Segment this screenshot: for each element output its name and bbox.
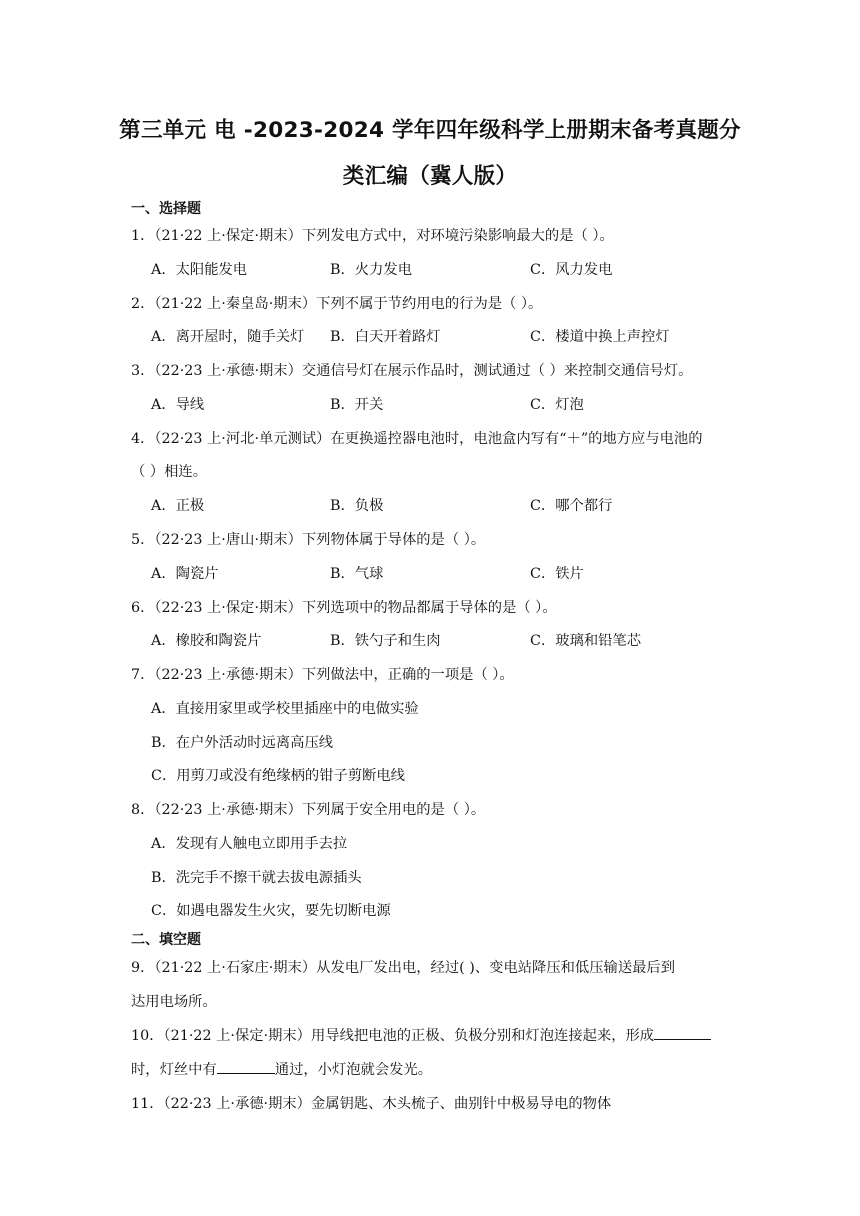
question-4-option-a[interactable]: A．正极 [151, 498, 205, 514]
question-6-option-c[interactable]: C．玻璃和铅笔芯 [530, 633, 642, 649]
question-10-stem [131, 1025, 711, 1045]
question-3-option-b[interactable]: B．开关 [330, 397, 384, 413]
question-4-stem: 4．（22·23 上·河北·单元测试）在更换遥控器电池时，电池盒内写有“＋”的地方应与电池的 [131, 431, 703, 447]
question-8-stem: 8．（22·23 上·承德·期末）下列属于安全用电的是（ ）。 [131, 802, 486, 818]
question-2-option-b[interactable]: B．白天开着路灯 [330, 329, 441, 345]
question-7-option-a[interactable]: A．直接用家里或学校里插座中的电做实验 [151, 701, 419, 717]
question-4-stem-continued: （ ）相连。 [131, 464, 208, 480]
question-10-blank-2[interactable] [217, 1059, 275, 1074]
question-5-option-a[interactable]: A．陶瓷片 [151, 566, 219, 582]
page-title-line-1: 第三单元 电 -2023-2024 学年四年级科学上册期末备考真题分 [119, 118, 741, 143]
question-10-text-b: 通过，小灯泡就会发光。 [274, 1062, 433, 1078]
question-10-text: 10．（21·22 上·保定·期末）用导线把电池的正极、负极分别和灯泡连接起来，形成 [131, 1028, 655, 1044]
question-8-option-a[interactable]: A．发现有人触电立即用手去拉 [151, 836, 348, 852]
question-5-stem: 5．（22·23 上·唐山·期末）下列物体属于导体的是（ ）。 [131, 532, 486, 548]
question-2-stem: 2．（21·22 上·秦皇岛·期末）下列不属于节约用电的行为是（ ）。 [131, 296, 543, 312]
question-2-option-a[interactable]: A．离开屋时，随手关灯 [151, 329, 305, 345]
page-title-line-2: 类汇编（冀人版） [342, 164, 518, 189]
question-4-option-c[interactable]: C．哪个都行 [530, 498, 613, 514]
question-1-option-b[interactable]: B．火力发电 [330, 262, 412, 278]
question-10-blank-1[interactable] [654, 1025, 711, 1040]
question-3-stem: 3．（22·23 上·承德·期末）交通信号灯在展示作品时，测试通过（ ）来控制交通信号灯。 [131, 363, 693, 379]
question-1-option-c[interactable]: C．风力发电 [530, 262, 613, 278]
question-2-option-c[interactable]: C．楼道中换上声控灯 [530, 329, 670, 345]
question-4-option-b[interactable]: B．负极 [330, 498, 384, 514]
question-3-option-a[interactable]: A．导线 [151, 397, 205, 413]
question-8-option-c[interactable]: C．如遇电器发生火灾，要先切断电源 [151, 903, 391, 919]
question-7-option-b[interactable]: B．在户外活动时远离高压线 [151, 735, 334, 751]
question-10-stem-continued [131, 1059, 432, 1079]
question-7-stem: 7．（22·23 上·承德·期末）下列做法中，正确的一项是（ ）。 [131, 667, 514, 683]
question-9-stem: 9．（21·22 上·石家庄·期末）从发电厂发出电，经过( )、变电站降压和低压输送最后到 [131, 960, 676, 976]
question-6-stem: 6．（22·23 上·保定·期末）下列选项中的物品都属于导体的是（ ）。 [131, 600, 557, 616]
question-6-option-a[interactable]: A．橡胶和陶瓷片 [151, 633, 262, 649]
question-5-option-c[interactable]: C．铁片 [530, 566, 584, 582]
question-1-option-a[interactable]: A．太阳能发电 [151, 262, 248, 278]
question-5-option-b[interactable]: B．气球 [330, 566, 384, 582]
section-heading-fill: 二、填空题 [131, 932, 201, 948]
question-6-option-b[interactable]: B．铁勺子和生肉 [330, 633, 441, 649]
question-8-option-b[interactable]: B．洗完手不擦干就去拔电源插头 [151, 870, 362, 886]
question-11-stem: 11．（22·23 上·承德·期末）金属钥匙、木头梳子、曲别针中极易导电的物体 [131, 1096, 612, 1112]
question-3-option-c[interactable]: C．灯泡 [530, 397, 584, 413]
question-10-text-a: 时，灯丝中有 [131, 1062, 217, 1078]
question-1-stem: 1．（21·22 上·保定·期末）下列发电方式中，对环境污染影响最大的是（ ）。 [131, 228, 614, 244]
question-9-stem-continued: 达用电场所。 [131, 994, 217, 1010]
question-7-option-c[interactable]: C．用剪刀或没有绝缘柄的钳子剪断电线 [151, 768, 405, 784]
section-heading-choice: 一、选择题 [131, 201, 201, 217]
